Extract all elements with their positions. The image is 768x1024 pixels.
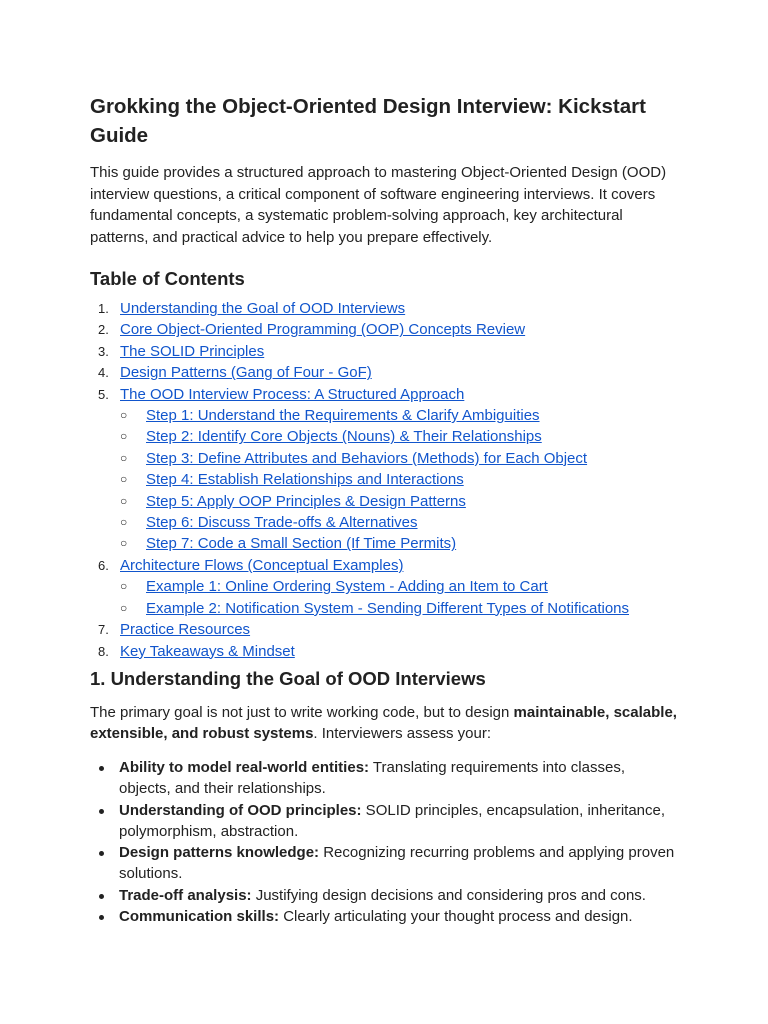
toc-link[interactable]: The OOD Interview Process: A Structured Approach: [120, 385, 465, 403]
item-term: Design patterns knowledge:: [119, 844, 320, 862]
item-description: Recognizing recurring problems and applying proven solutions.: [119, 844, 675, 883]
toc-sublink[interactable]: Step 1: Understand the Requirements & Clarify Ambiguities: [146, 407, 540, 425]
toc-sublink[interactable]: Step 4: Establish Relationships and Interactions: [146, 471, 464, 489]
item-description: Justifying design decisions and considering pros and cons.: [251, 886, 646, 904]
intro-paragraph: This guide provides a structured approach to mastering Object-Oriented Design (OOD) interview questions, a critical component of software engineering interviews. It covers fundamental concepts, a systematic problem-solving approach, key architectural patterns, and practical advice to help you prepare effectively.: [90, 164, 667, 246]
toc-link[interactable]: Key Takeaways & Mindset: [120, 642, 295, 660]
circle-bullet-icon: ○: [120, 536, 128, 551]
toc-sublink[interactable]: Step 3: Define Attributes and Behaviors (Methods) for Each Object: [146, 449, 588, 467]
toc-item: [90, 641, 678, 662]
toc-link[interactable]: Core Object-Oriented Programming (OOP) Concepts Review: [120, 321, 526, 339]
toc-item: [90, 619, 678, 640]
toc-subitem: [90, 426, 678, 447]
toc-item: [90, 555, 678, 619]
circle-bullet-icon: ○: [120, 579, 128, 594]
item-term: Trade-off analysis:: [119, 886, 252, 904]
item-term: Communication skills:: [119, 907, 280, 925]
toc-link[interactable]: Practice Resources: [120, 621, 251, 639]
item-term: Ability to model real-world entities:: [119, 758, 370, 776]
toc-item: [90, 341, 678, 362]
bullet-dot-icon: [99, 915, 104, 920]
document-title: Grokking the Object-Oriented Design Interview: Kickstart Guide: [90, 95, 646, 147]
toc-sublink[interactable]: Example 1: Online Ordering System - Adding an Item to Cart: [146, 578, 548, 596]
bullet-dot-icon: [99, 851, 104, 856]
toc-number: 4.: [98, 365, 109, 381]
toc-link[interactable]: Architecture Flows (Conceptual Examples): [120, 556, 404, 574]
toc-number: 3.: [98, 343, 109, 359]
toc-subitem: [90, 533, 678, 554]
toc-sublink[interactable]: Step 7: Code a Small Section (If Time Permits): [146, 535, 457, 553]
toc-number: 5.: [98, 386, 109, 402]
toc-sublink[interactable]: Step 6: Discuss Trade-offs & Alternatives: [146, 514, 418, 532]
item-description: SOLID principles, encapsulation, inheritance, polymorphism, abstraction.: [119, 801, 666, 840]
assessment-list: [90, 757, 678, 927]
goal-text-end: . Interviewers assess your:: [313, 725, 491, 743]
toc-subitem: [90, 491, 678, 512]
toc-number: 7.: [98, 622, 109, 638]
toc-link[interactable]: The SOLID Principles: [120, 342, 265, 360]
toc-sublist: [120, 576, 678, 619]
list-item: [90, 800, 678, 843]
toc-item: [90, 362, 678, 383]
toc-number: 1.: [98, 301, 109, 316]
goal-paragraph: [90, 702, 678, 745]
list-item: [90, 757, 678, 800]
toc-subitem: [90, 405, 678, 426]
item-term: Understanding of OOD principles:: [119, 801, 362, 819]
toc-subitem: [90, 598, 678, 619]
circle-bullet-icon: ○: [120, 472, 128, 487]
toc-subitem: [90, 469, 678, 490]
section-heading: 1. Understanding the Goal of OOD Interviews: [90, 667, 486, 689]
bullet-dot-icon: [99, 809, 104, 814]
circle-bullet-icon: ○: [120, 450, 128, 465]
toc-sublink[interactable]: Step 2: Identify Core Objects (Nouns) & Their Relationships: [146, 428, 542, 446]
bullet-dot-icon: [99, 894, 104, 899]
list-item: [90, 906, 678, 927]
item-description: Translating requirements into classes, objects, and their relationships.: [119, 758, 625, 798]
toc-subitem: [90, 576, 678, 597]
toc-number: 6.: [98, 557, 109, 573]
toc-sublist: [120, 405, 678, 555]
item-description: Clearly articulating your thought process and design.: [279, 907, 633, 925]
circle-bullet-icon: ○: [120, 429, 128, 444]
toc-item: [90, 319, 678, 340]
list-item: [90, 885, 678, 906]
toc-number: 2.: [98, 322, 109, 338]
circle-bullet-icon: ○: [120, 408, 128, 423]
toc-item: [90, 298, 678, 319]
circle-bullet-icon: ○: [120, 600, 128, 615]
toc-sublink[interactable]: Step 5: Apply OOP Principles & Design Patterns: [146, 492, 466, 510]
toc-link[interactable]: Design Patterns (Gang of Four - GoF): [120, 364, 372, 382]
goal-text: The primary goal is not just to write working code, but to design: [90, 703, 514, 721]
toc-subitem: [90, 512, 678, 533]
toc-heading: Table of Contents: [90, 268, 245, 289]
toc-item: [90, 384, 678, 555]
toc-number: 8.: [98, 643, 109, 659]
list-item: [90, 842, 678, 885]
table-of-contents: [90, 298, 678, 662]
goal-emphasis: maintainable, scalable, extensible, and robust systems: [90, 703, 677, 743]
circle-bullet-icon: ○: [120, 493, 128, 508]
toc-sublink[interactable]: Example 2: Notification System - Sending Different Types of Notifications: [146, 599, 630, 617]
bullet-dot-icon: [99, 766, 104, 771]
circle-bullet-icon: ○: [120, 515, 128, 530]
toc-link[interactable]: Understanding the Goal of OOD Interviews: [120, 300, 406, 317]
toc-subitem: [90, 448, 678, 469]
